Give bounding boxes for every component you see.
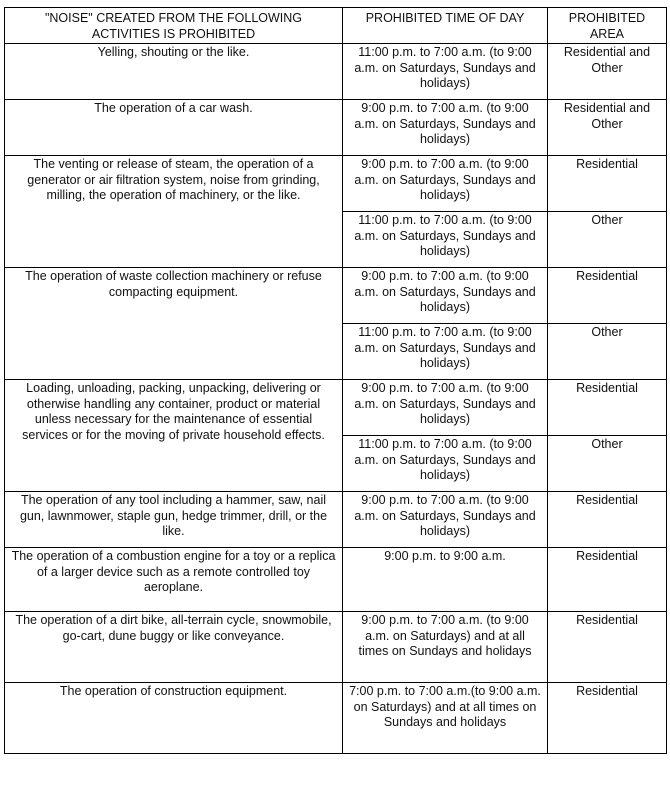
activity-cell: Loading, unloading, packing, unpacking, delivering or otherwise handling any container, product or material unless necessary for the maintenance of essential services or for the moving of private household effects. [5, 380, 343, 492]
activity-cell: The operation of construction equipment. [5, 683, 343, 754]
activity-cell: The operation of a combustion engine for a toy or a replica of a larger device such as a remote controlled toy aeroplane. [5, 548, 343, 612]
header-row [5, 8, 667, 44]
time-cell: 9:00 p.m. to 7:00 a.m. (to 9:00 a.m. on Saturdays, Sundays and holidays) [343, 268, 548, 324]
table-row [5, 268, 667, 324]
time-cell: 11:00 p.m. to 7:00 a.m. (to 9:00 a.m. on Saturdays, Sundays and holidays) [343, 212, 548, 268]
table-row [5, 44, 667, 100]
time-cell: 11:00 p.m. to 7:00 a.m. (to 9:00 a.m. on Saturdays, Sundays and holidays) [343, 436, 548, 492]
table-row [5, 612, 667, 683]
table-row [5, 100, 667, 156]
area-cell: Residential [548, 268, 667, 324]
noise-prohibition-table [4, 7, 667, 754]
area-cell: Residential [548, 380, 667, 436]
header-time: PROHIBITED TIME OF DAY [343, 8, 548, 44]
area-cell: Other [548, 324, 667, 380]
time-cell: 7:00 p.m. to 7:00 a.m.(to 9:00 a.m. on Saturdays) and at all times on Sundays and holidays [343, 683, 548, 754]
time-cell: 9:00 p.m. to 7:00 a.m. (to 9:00 a.m. on Saturdays) and at all times on Sundays and holidays [343, 612, 548, 683]
table-row [5, 548, 667, 612]
activity-cell: Yelling, shouting or the like. [5, 44, 343, 100]
area-cell: Residential and Other [548, 44, 667, 100]
time-cell: 9:00 p.m. to 7:00 a.m. (to 9:00 a.m. on Saturdays, Sundays and holidays) [343, 492, 548, 548]
activity-cell: The venting or release of steam, the operation of a generator or air filtration system, noise from grinding, milling, the operation of machinery, or the like. [5, 156, 343, 268]
time-cell: 9:00 p.m. to 7:00 a.m. (to 9:00 a.m. on Saturdays, Sundays and holidays) [343, 100, 548, 156]
activity-cell: The operation of a car wash. [5, 100, 343, 156]
activity-cell: The operation of a dirt bike, all-terrain cycle, snowmobile, go-cart, dune buggy or like conveyance. [5, 612, 343, 683]
header-area: PROHIBITED AREA [548, 8, 667, 44]
area-cell: Residential [548, 492, 667, 548]
time-cell: 9:00 p.m. to 9:00 a.m. [343, 548, 548, 612]
activity-cell: The operation of any tool including a hammer, saw, nail gun, lawnmower, staple gun, hedge trimmer, drill, or the like. [5, 492, 343, 548]
header-activity: "NOISE" CREATED FROM THE FOLLOWING ACTIVITIES IS PROHIBITED [5, 8, 343, 44]
area-cell: Residential [548, 612, 667, 683]
time-cell: 9:00 p.m. to 7:00 a.m. (to 9:00 a.m. on Saturdays, Sundays and holidays) [343, 156, 548, 212]
table-row [5, 492, 667, 548]
time-cell: 11:00 p.m. to 7:00 a.m. (to 9:00 a.m. on Saturdays, Sundays and holidays) [343, 44, 548, 100]
area-cell: Residential and Other [548, 100, 667, 156]
area-cell: Other [548, 212, 667, 268]
table-row [5, 380, 667, 436]
time-cell: 11:00 p.m. to 7:00 a.m. (to 9:00 a.m. on Saturdays, Sundays and holidays) [343, 324, 548, 380]
area-cell: Residential [548, 156, 667, 212]
area-cell: Other [548, 436, 667, 492]
table-row [5, 683, 667, 754]
activity-cell: The operation of waste collection machinery or refuse compacting equipment. [5, 268, 343, 380]
area-cell: Residential [548, 683, 667, 754]
area-cell: Residential [548, 548, 667, 612]
table-row [5, 156, 667, 212]
time-cell: 9:00 p.m. to 7:00 a.m. (to 9:00 a.m. on Saturdays, Sundays and holidays) [343, 380, 548, 436]
